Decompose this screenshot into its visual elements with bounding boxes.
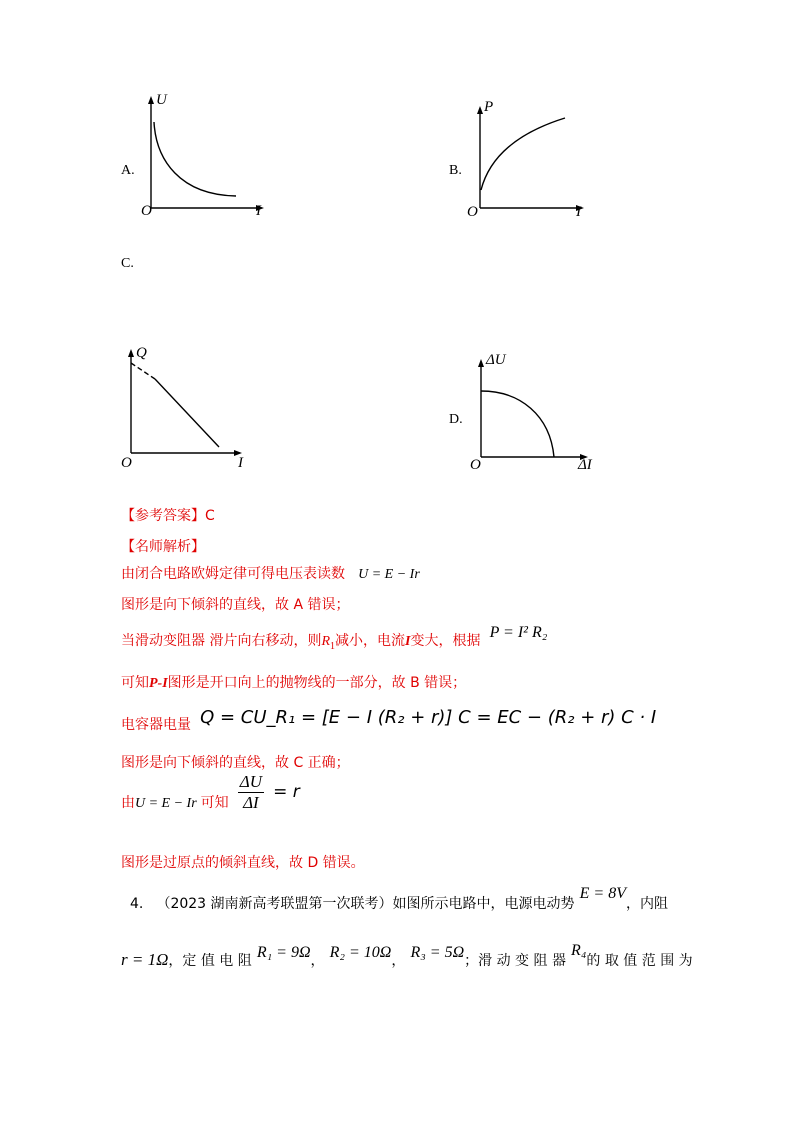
graph-b-origin: O <box>467 204 478 220</box>
analysis-line-2: 图形是向下倾斜的直线，故 A 错误； <box>121 597 350 613</box>
analysis-line-3-r: R <box>321 634 331 649</box>
question-4-emf: E = 8V <box>579 885 626 902</box>
analysis-line-1 <box>121 563 420 583</box>
analysis-line-7-formula: U = E − Ir <box>135 796 197 811</box>
graph-d-axes <box>470 355 595 465</box>
graph-a-curve <box>154 122 236 196</box>
graph-a-y-label: U <box>156 92 167 108</box>
graph-a-origin: O <box>141 203 152 219</box>
analysis-line-3-r-sub: 1 <box>330 641 336 653</box>
analysis-line-5-text: 电容器电量 <box>121 717 191 733</box>
question-4-text-c: ，定 值 电 阻 <box>168 953 252 969</box>
analysis-label: 【名师解析】 <box>121 539 205 555</box>
fraction-denominator: ΔI <box>243 793 259 812</box>
question-4-number: 4. <box>130 896 144 912</box>
graph-c-axes <box>120 345 250 460</box>
answer-label: 【参考答案】C <box>121 508 215 524</box>
question-4-r1: R₁ = 9Ω <box>256 944 311 961</box>
analysis-line-7-fraction <box>238 772 264 813</box>
graph-d-y-label: ΔU <box>486 352 506 368</box>
analysis-line-4-text-a: 可知 <box>121 675 149 691</box>
analysis-line-3 <box>121 624 548 653</box>
graph-d-origin: O <box>470 457 481 473</box>
graph-c-line-dashed <box>131 363 155 379</box>
question-4-line-1 <box>130 885 668 913</box>
question-4-text-a: （2023 湖南新高考联盟第一次联考）如图所示电路中，电源电动势 <box>156 896 575 912</box>
graph-b-curve <box>481 118 565 190</box>
question-4-line-2: r = 1Ω，定 值 电 阻 R₁ = 9Ω， R₂ = 10Ω， R₃ = 5Ω；滑 动 变 阻 器 R₄的 取 值 范 围 为 <box>121 942 693 969</box>
analysis-line-8: 图形是过原点的倾斜直线，故 D 错误。 <box>121 855 365 871</box>
graph-a-x-label: I <box>256 203 261 219</box>
analysis-line-1-formula: U = E − Ir <box>358 567 420 582</box>
option-c-label: C. <box>121 256 134 271</box>
question-4-text-b: ，内阻 <box>625 896 668 912</box>
analysis-line-5 <box>121 707 657 733</box>
analysis-line-5-formula: Q = CU_R₁ = [E − I (R₂ + r)] C = EC − (R₂ + r) C · I <box>200 707 657 728</box>
graph-d-x-label: ΔI <box>578 457 592 473</box>
graph-b-x-label: I <box>576 204 581 220</box>
analysis-line-4 <box>121 672 466 692</box>
question-4-r4: R₄ <box>571 942 587 959</box>
graph-d-curve <box>481 391 554 457</box>
analysis-line-3-i: I <box>405 634 411 649</box>
option-d-label: D. <box>449 412 463 427</box>
analysis-line-7-result: = r <box>273 782 300 802</box>
graph-c-x-label: I <box>238 455 243 471</box>
graph-b-axes <box>470 100 590 215</box>
analysis-line-3-text-c: 变大，根据 <box>410 633 481 649</box>
graph-c-line <box>155 379 219 447</box>
analysis-line-4-text-b: 图形是开口向上的抛物线的一部分，故 B 错误； <box>167 675 467 691</box>
fraction-numerator: ΔU <box>239 772 263 791</box>
analysis-line-3-text-b: 减小，电流 <box>335 633 406 649</box>
analysis-line-6: 图形是向下倾斜的直线，故 C 正确； <box>121 755 350 771</box>
analysis-line-4-pi: P-I <box>149 676 168 691</box>
option-a-label: A. <box>121 163 135 178</box>
graph-b-y-label: P <box>484 99 494 115</box>
analysis-line-3-formula: P = I² R₂ <box>489 624 548 641</box>
analysis-line-7-text-a: 由 <box>121 795 135 811</box>
question-4-text-e: 的 取 值 范 围 为 <box>586 953 693 969</box>
graph-c-y-label: Q <box>136 345 147 361</box>
analysis-line-1-text: 由闭合电路欧姆定律可得电压表读数 <box>121 566 345 582</box>
question-4-text-d: ；滑 动 变 阻 器 <box>464 953 566 969</box>
analysis-line-7-text-b: 可知 <box>200 795 229 811</box>
graph-c-origin: O <box>121 455 132 471</box>
analysis-line-3-text-a: 当滑动变阻器 滑片向右移动，则 <box>121 633 322 649</box>
option-b-label: B. <box>449 163 462 178</box>
question-4-r3: R₃ = 5Ω <box>410 944 465 961</box>
question-4-r2: R₂ = 10Ω <box>329 944 392 961</box>
question-4-r: r = 1Ω <box>121 950 169 969</box>
